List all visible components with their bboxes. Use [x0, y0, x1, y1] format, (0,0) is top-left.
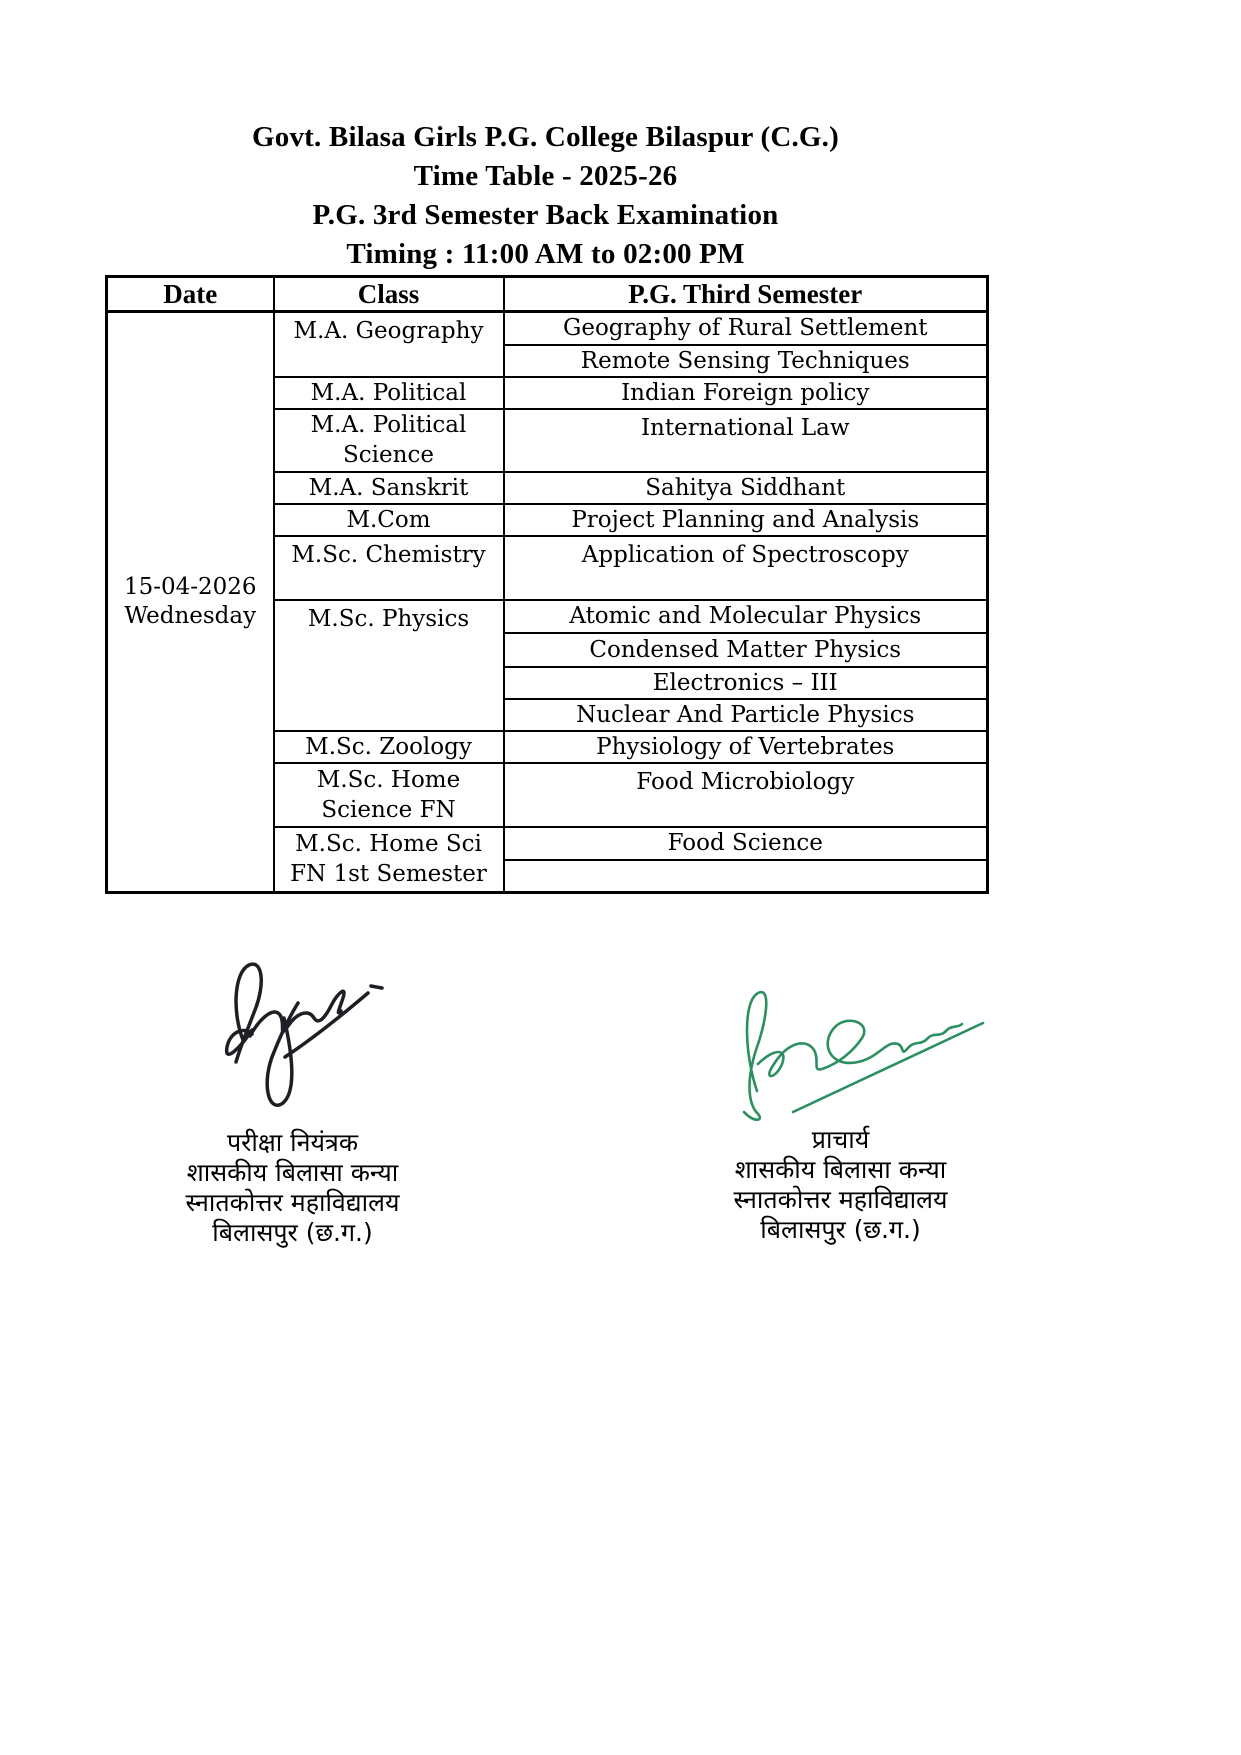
subject-cell: Project Planning and Analysis [504, 504, 988, 536]
table-row [107, 312, 988, 345]
subject-cell: Food Microbiology [504, 763, 988, 827]
subject-cell: International Law [504, 409, 988, 472]
exam-day: Wednesday [124, 603, 257, 629]
org-line: शासकीय बिलासा कन्या [734, 1155, 947, 1184]
exam-controller-label [150, 1128, 435, 1248]
subject-cell: Application of Spectroscopy [504, 536, 988, 600]
class-cell-political-science: M.A. Political Science [274, 409, 504, 472]
subject-cell: Electronics – III [504, 667, 988, 699]
table-header-row [107, 277, 988, 312]
subject-cell: Indian Foreign policy [504, 377, 988, 409]
exam-timetable [105, 275, 989, 894]
subject-cell: Condensed Matter Physics [504, 633, 988, 667]
title-line-college: Govt. Bilasa Girls P.G. College Bilaspur (C.G.) [251, 121, 839, 153]
exam-date: 15-04-2026 [123, 574, 257, 600]
column-header-date: Date [107, 277, 274, 312]
exam-controller-signature-image [185, 945, 415, 1135]
principal-signature-image [725, 980, 990, 1125]
title-line-exam: P.G. 3rd Semester Back Examination [312, 199, 779, 231]
title-line-timing: Timing : 11:00 AM to 02:00 PM [346, 238, 745, 270]
class-cell-geography: M.A. Geography [274, 312, 504, 377]
org-line: स्नातकोत्तर महाविद्यालय [185, 1188, 400, 1217]
class-cell-mcom: M.Com [274, 504, 504, 536]
subject-cell: Sahitya Siddhant [504, 472, 988, 504]
place-line: बिलासपुर (छ.ग.) [760, 1215, 921, 1244]
class-cell-zoology: M.Sc. Zoology [274, 731, 504, 763]
class-cell-political: M.A. Political [274, 377, 504, 409]
date-cell [107, 312, 274, 893]
subject-cell: Nuclear And Particle Physics [504, 699, 988, 731]
role-line: प्राचार्य [811, 1125, 870, 1154]
class-cell-chemistry: M.Sc. Chemistry [274, 536, 504, 600]
class-cell-home-science-fn: M.Sc. Home Science FN [274, 763, 504, 827]
column-header-class: Class [274, 277, 504, 312]
title-line-timetable: Time Table - 2025-26 [413, 160, 678, 192]
subject-cell: Physiology of Vertebrates [504, 731, 988, 763]
subject-cell: Atomic and Molecular Physics [504, 600, 988, 633]
place-line: बिलासपुर (छ.ग.) [212, 1218, 373, 1247]
subject-cell: Food Science [504, 827, 988, 860]
class-cell-physics: M.Sc. Physics [274, 600, 504, 731]
role-line: परीक्षा नियंत्रक [226, 1128, 359, 1157]
document-title [105, 118, 986, 274]
subject-cell: Remote Sensing Techniques [504, 345, 988, 377]
subject-cell: Geography of Rural Settlement [504, 312, 988, 345]
org-line: स्नातकोत्तर महाविद्यालय [733, 1185, 948, 1214]
class-cell-home-sci-1st-sem: M.Sc. Home Sci FN 1st Semester [274, 827, 504, 893]
org-line: शासकीय बिलासा कन्या [186, 1158, 399, 1187]
class-cell-sanskrit: M.A. Sanskrit [274, 472, 504, 504]
column-header-semester: P.G. Third Semester [504, 277, 988, 312]
subject-cell-empty [504, 860, 988, 893]
principal-label [698, 1125, 983, 1245]
